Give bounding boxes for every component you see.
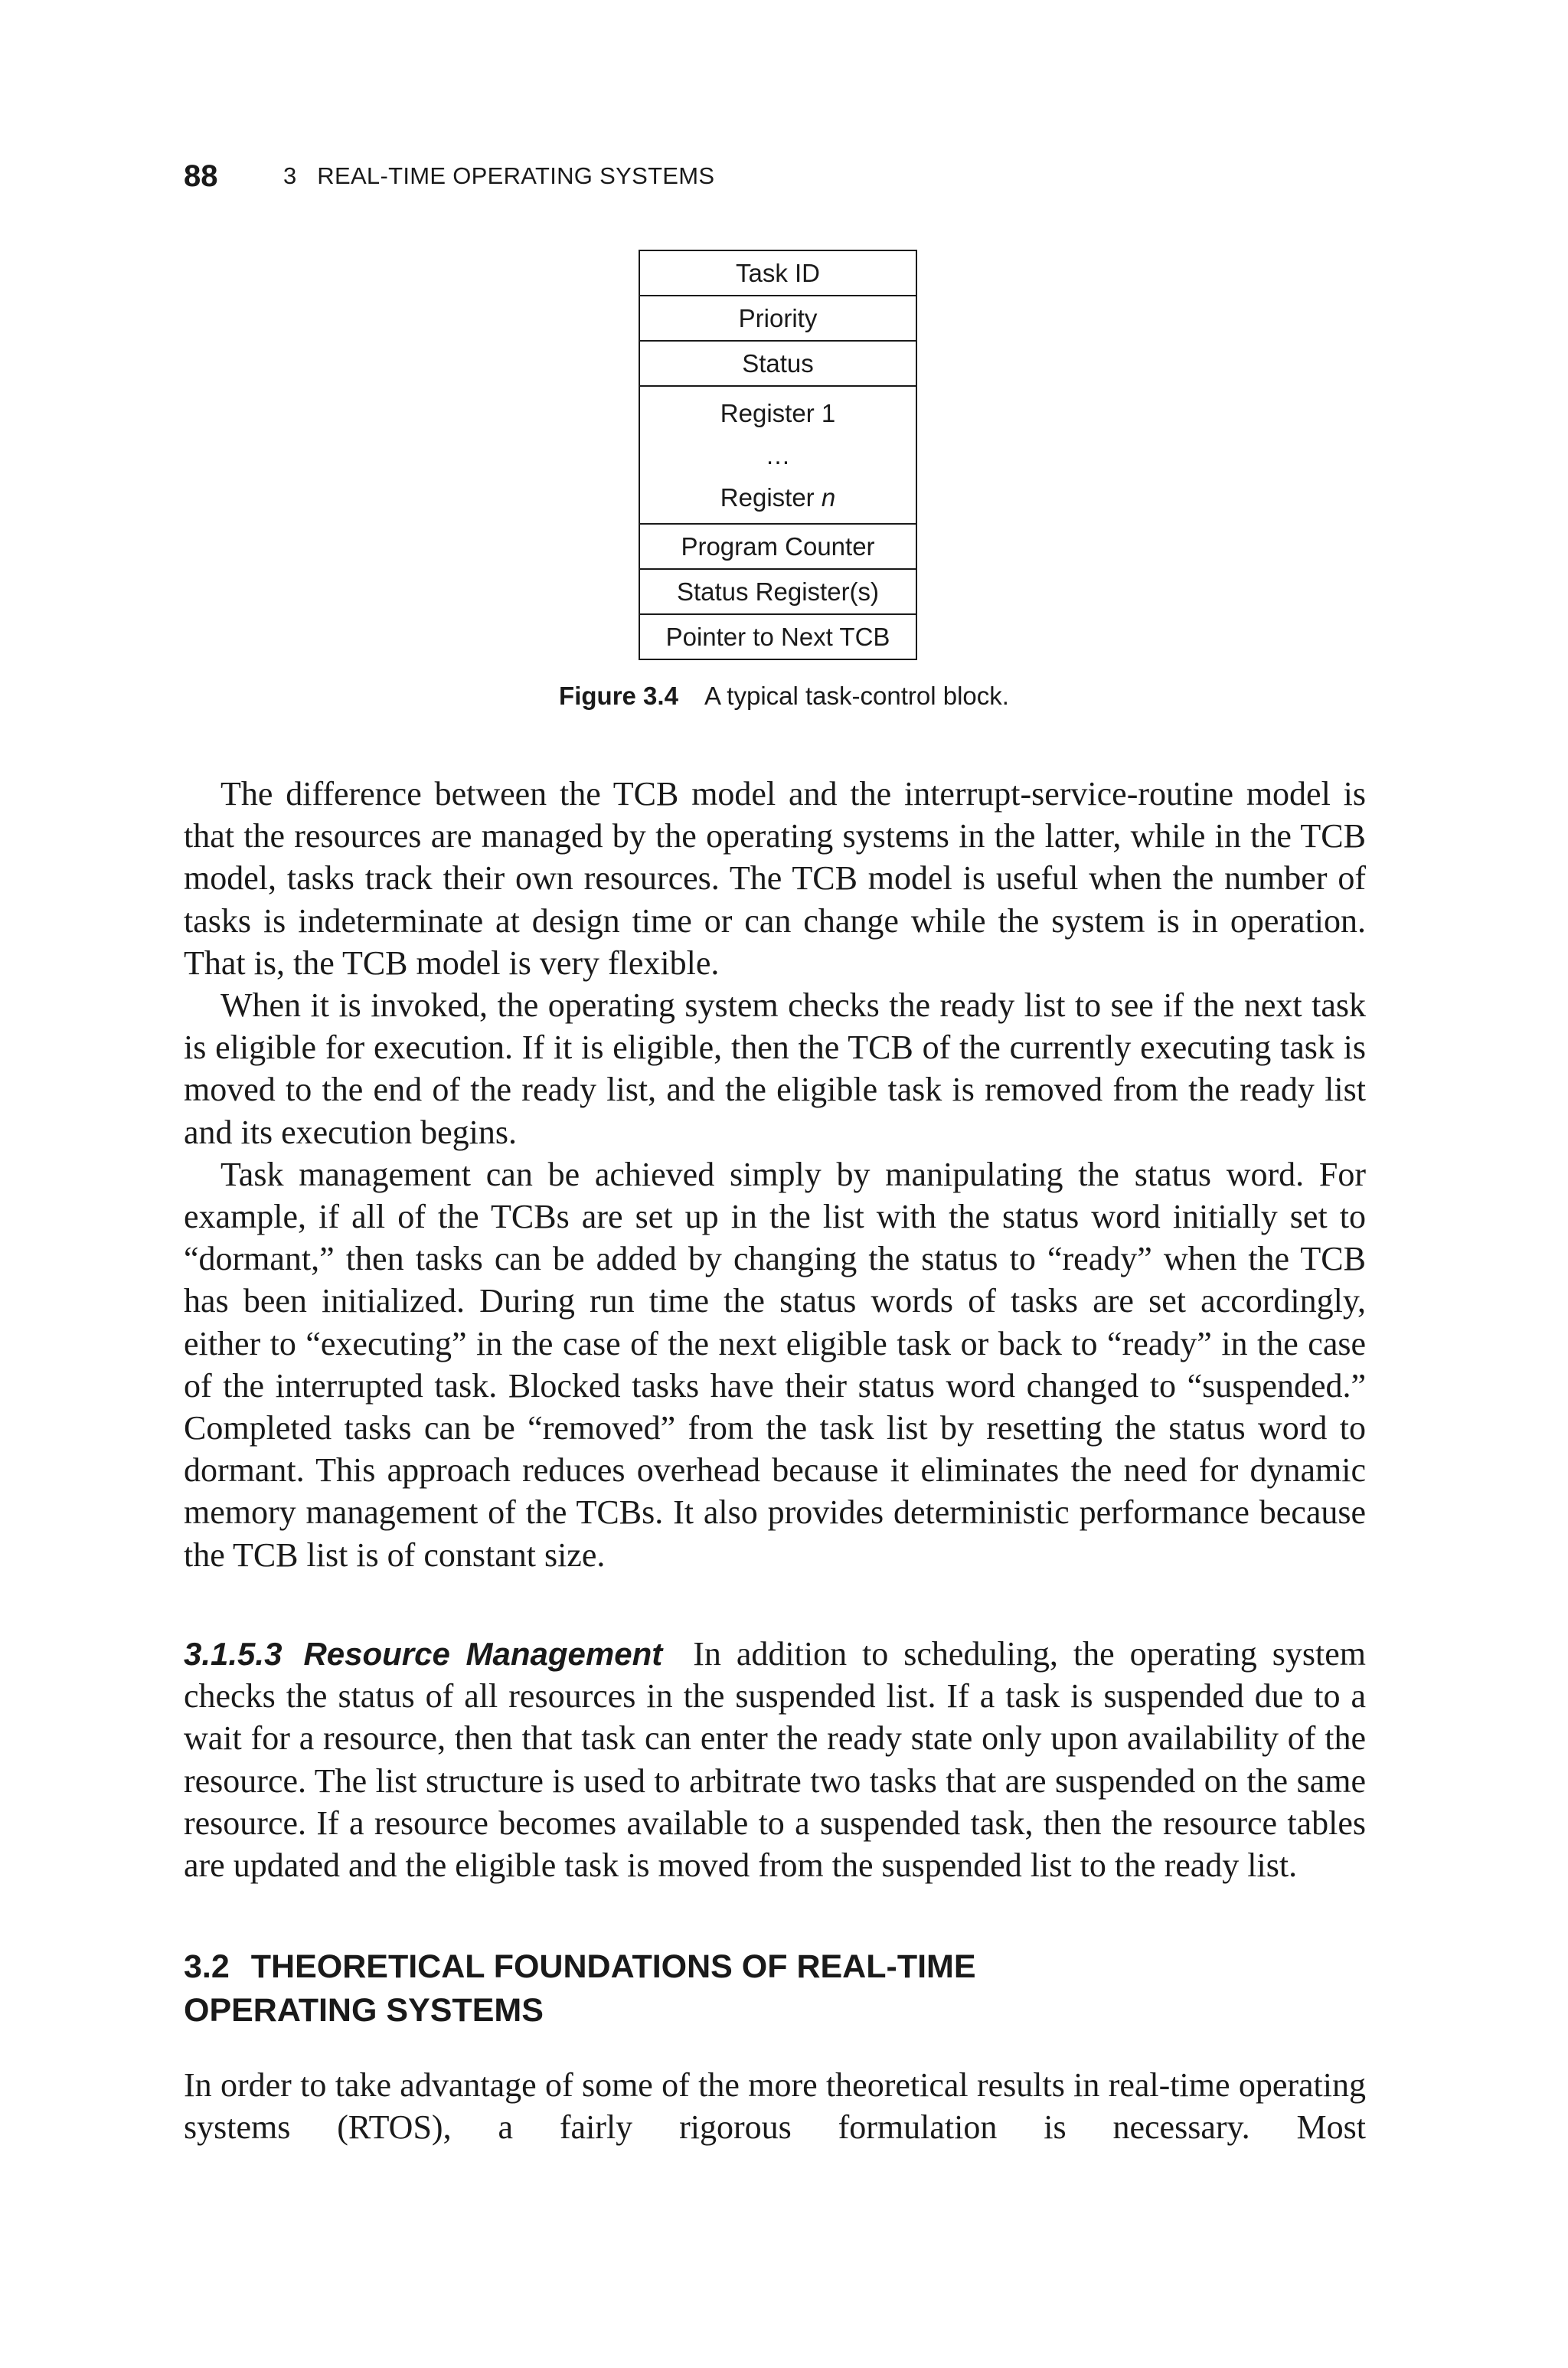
subsection-heading [184,1636,693,1672]
tcb-register-last-suffix: n [821,482,836,512]
figure-caption-label: Figure 3.4 [559,682,678,710]
paragraph-invocation: When it is invoked, the operating system checks the ready list to see if the next task is eligible for execution. If it is eligible, then the TCB of the currently executing task is moved to the end of the ready list, and the eligible task is removed from the ready list and its execution begins. [184,986,1366,1151]
section-heading [184,1945,1366,2033]
paragraph-tcb-model: The difference between the TCB model and the interrupt-service-routine model is that the resources are managed by the operating systems in the latter, while in the TCB model, tasks track their own resources. The TCB model is useful when the number of tasks is indeterminate at design time or can change while the system is in operation. That is, the TCB model is very flexible. [184,775,1366,982]
running-header [184,153,714,199]
paragraph-rtos-intro: In order to take advantage of some of the more theoretical results in real-time operating systems (RTOS), a fairly rigorous formulation is necessary. Most [184,2066,1366,2147]
tcb-row-status-registers: Status Register(s) [640,570,916,615]
subsection-title: Resource Management [303,1636,663,1672]
subsection-paragraph [184,1633,1366,1886]
section-title-line2: OPERATING SYSTEMS [184,1992,544,2029]
task-control-block-figure [639,250,917,660]
tcb-row-task-id: Task ID [640,251,916,296]
tcb-register-ellipsis: … [765,440,791,469]
tcb-register-last-prefix: Register [720,482,822,512]
tcb-register-first: Register 1 [720,398,836,427]
body-text-lower [184,2064,1366,2148]
figure-caption [0,682,1568,711]
tcb-row-pointer-next: Pointer to Next TCB [665,622,890,651]
running-title: 3 REAL-TIME OPERATING SYSTEMS [283,162,715,189]
body-text-upper [184,773,1366,1576]
subsection-text: In addition to scheduling, the operating system checks the status of all resources in the suspended list. If a task is suspended due to a wait for a resource, then that task can enter the ready state only upon availability of the resource. The list structure is used to arbitrate two tasks that are suspended on the same resource. If a resource becomes available to a suspended task, then the resource tables are updated and the eligible task is moved from the suspended list to the ready list. [184,1635,1366,1885]
tcb-row-priority: Priority [640,296,916,342]
figure-caption-text: A typical task-control block. [704,682,1009,710]
tcb-row-program-counter: Program Counter [640,525,916,570]
section-heading-line1 [184,1945,1366,1989]
subsection-resource-management [184,1633,1366,1886]
tcb-registers-block [640,387,916,525]
subsection-number: 3.1.5.3 [184,1636,283,1672]
section-title-line1: THEORETICAL FOUNDATIONS OF REAL-TIME [250,1948,976,1985]
tcb-row-status: Status [640,342,916,387]
paragraph-task-management: Task management can be achieved simply by manipulating the status word. For example, if all of the TCBs are set up in the list with the status word initially set to “dormant,” then tasks can be added by changing the status to “ready” when the TCB has been initialized. During run time the status words of tasks are set accordingly, either to “executing” in the case of the next eligible task or back to “ready” in the case of the interrupted task. Blocked tasks have their status word changed to “suspended.” Completed tasks can be “removed” from the task list by resetting the status word to dormant. This approach reduces overhead because it eliminates the need for dynamic memory management of the TCBs. It also provides deterministic performance because the TCB list is of constant size. [184,1155,1366,1574]
page-number: 88 [184,159,218,193]
section-number: 3.2 [184,1948,230,1985]
tcb-register-last [720,476,835,518]
